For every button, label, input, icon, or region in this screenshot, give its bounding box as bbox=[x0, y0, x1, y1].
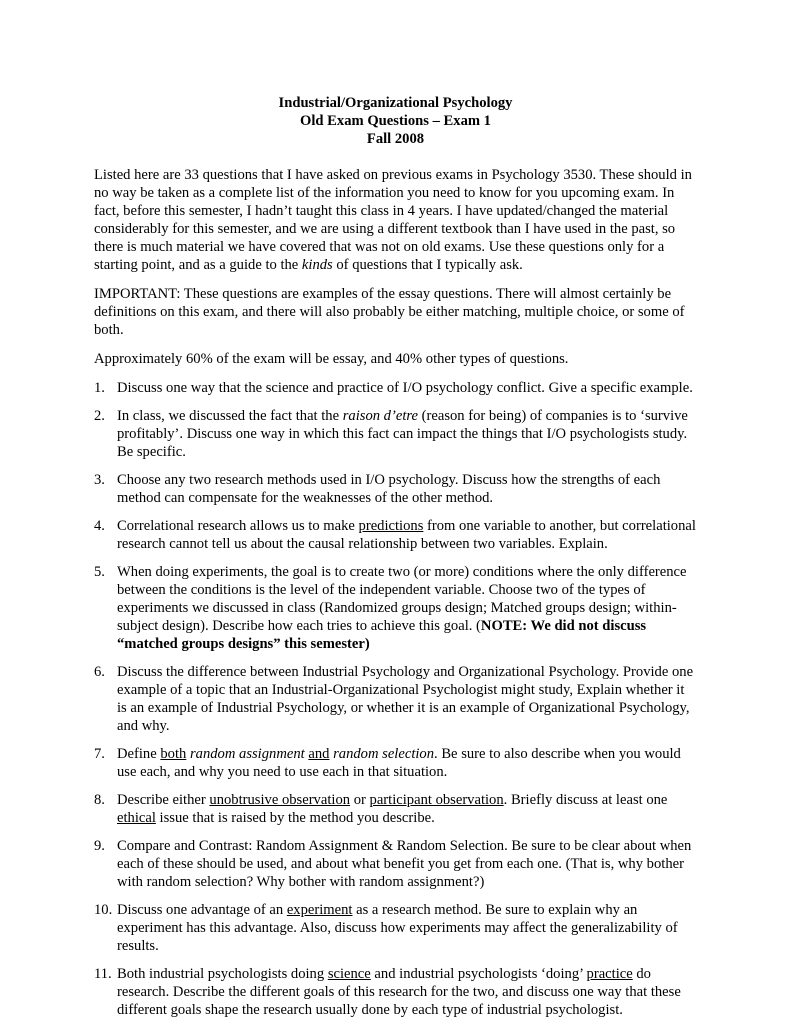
question-item bbox=[94, 745, 697, 781]
question-item bbox=[94, 471, 697, 507]
question-text: Choose any two research methods used in I/O psychology. Discuss how the strengths of each method can compensate for the weaknesses of the other method. bbox=[117, 472, 661, 506]
question-number: 2. bbox=[94, 408, 105, 424]
question-number: 9. bbox=[94, 838, 105, 854]
question-text: In class, we discussed the fact that the raison d’etre (reason for being) of companies is to ‘survive profitably’. Discuss one way in which this fact can impact the things that I/O psychologists study. Be specific. bbox=[117, 408, 688, 460]
question-number: 10. bbox=[94, 902, 113, 918]
document-subtitle: Old Exam Questions – Exam 1 bbox=[300, 113, 491, 129]
question-number: 3. bbox=[94, 472, 105, 488]
question-item bbox=[94, 965, 697, 1019]
semester-label: Fall 2008 bbox=[366, 131, 425, 147]
question-item bbox=[94, 563, 697, 653]
intro-paragraph: Listed here are 33 questions that I have asked on previous exams in Psychology 3530. These should in no way be taken as a complete list of the information you need to know for you upcoming exam. In fact, before this semester, I hadn’t taught this class in 4 years. I have updated/changed the material considerably for this semester, and we are using a different textbook than I have used in the past, so there is much material we have covered that was not on old exams. Use these questions only for a starting point, and as a guide to the kinds of questions that I typically ask. bbox=[94, 167, 692, 273]
question-item bbox=[94, 791, 697, 827]
question-text: Compare and Contrast: Random Assignment & Random Selection. Be sure to be clear about when each of these should be used, and about what benefit you get from each one. (That is, why bother with random selection? Why bother with random assignment?) bbox=[117, 838, 692, 890]
question-number: 1. bbox=[94, 380, 105, 396]
question-number: 8. bbox=[94, 792, 105, 808]
question-text: Discuss one advantage of an experiment as a research method. Be sure to explain why an experiment has this advantage. Also, discuss how experiments may affect the generalizability of results. bbox=[117, 902, 678, 954]
question-number: 4. bbox=[94, 518, 105, 534]
course-title: Industrial/Organizational Psychology bbox=[278, 95, 513, 111]
grading-breakdown: Approximately 60% of the exam will be essay, and 40% other types of questions. bbox=[94, 351, 569, 367]
question-text: Describe either unobtrusive observation or participant observation. Briefly discuss at least one ethical issue that is raised by the method you describe. bbox=[117, 792, 668, 826]
question-text: Discuss one way that the science and practice of I/O psychology conflict. Give a specific example. bbox=[117, 380, 693, 396]
document-title-block bbox=[94, 94, 697, 148]
question-item bbox=[94, 663, 697, 735]
question-number: 11. bbox=[94, 966, 112, 982]
question-text: Correlational research allows us to make predictions from one variable to another, but correlational research cannot tell us about the causal relationship between two variables. Explain. bbox=[117, 518, 696, 552]
emphasis-kinds: kinds bbox=[301, 257, 333, 273]
question-list bbox=[94, 379, 697, 1019]
question-item bbox=[94, 379, 697, 397]
question-item bbox=[94, 407, 697, 461]
question-text: Both industrial psychologists doing science and industrial psychologists ‘doing’ practice do research. Describe the different goals of this research for the two, and discuss one way that these different goals shape the research usually done by each type of industrial psychologist. bbox=[117, 966, 681, 1018]
question-item bbox=[94, 837, 697, 891]
question-number: 5. bbox=[94, 564, 105, 580]
question-number: 6. bbox=[94, 664, 105, 680]
question-text: Define both random assignment and random selection. Be sure to also describe when you would use each, and why you need to use each in that situation. bbox=[117, 746, 681, 780]
question-item bbox=[94, 901, 697, 955]
question-number: 7. bbox=[94, 746, 105, 762]
bold-note: NOTE: We did not discuss “matched groups designs” this semester) bbox=[117, 618, 647, 652]
important-note: IMPORTANT: These questions are examples of the essay questions. There will almost certainly be definitions on this exam, and there will also probably be either matching, multiple choice, or some of both. bbox=[94, 286, 685, 338]
question-item bbox=[94, 517, 697, 553]
question-text: Discuss the difference between Industrial Psychology and Organizational Psychology. Provide one example of a topic that an Industrial-Organizational Psychologist might study, Explain whether it is an example of Industrial Psychology, or whether it is an example of Organizational Psychology, and why. bbox=[117, 664, 694, 734]
question-text: When doing experiments, the goal is to create two (or more) conditions where the only difference between the conditions is the level of the independent variable. Choose two of the types of experiments we discussed in class (Randomized groups design; Matched groups design; within-subject design). Describe how each tries to achieve this goal. (NOTE: We did not discuss “matched groups designs” this semester) bbox=[117, 564, 687, 652]
